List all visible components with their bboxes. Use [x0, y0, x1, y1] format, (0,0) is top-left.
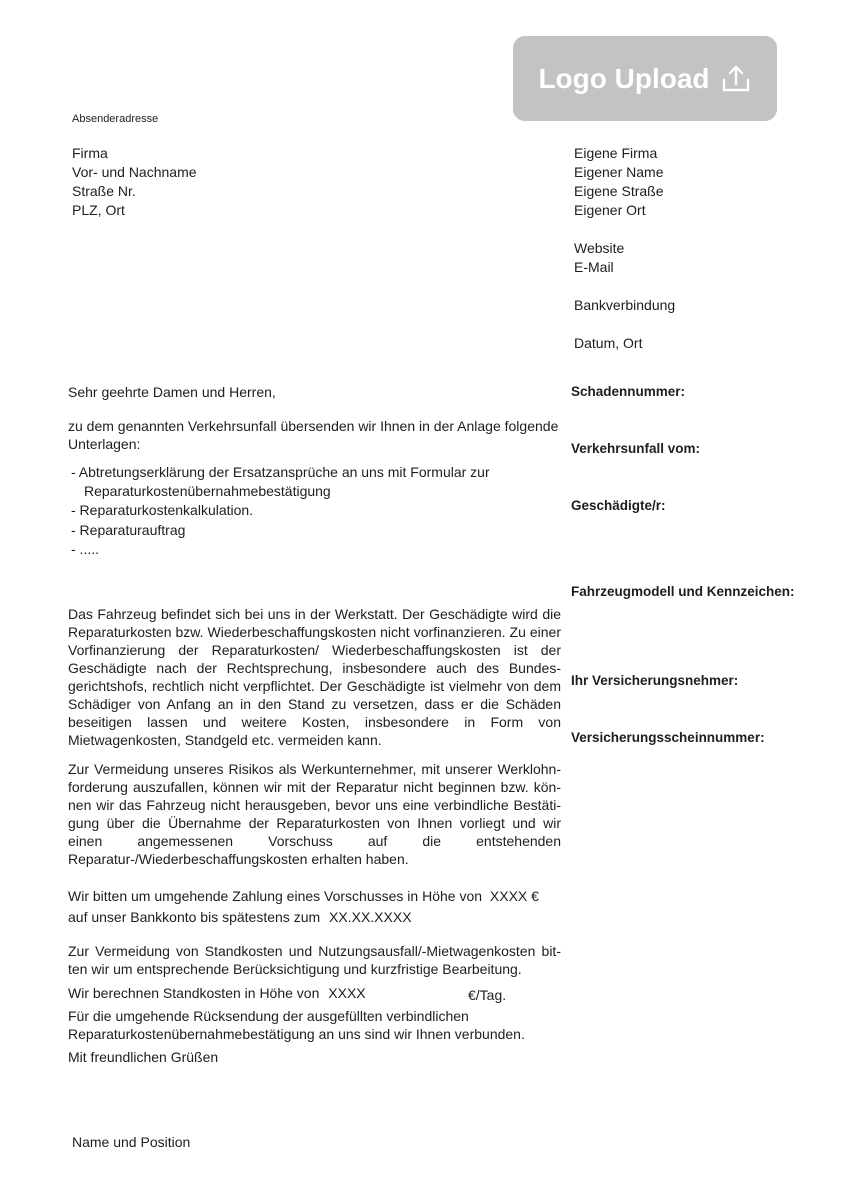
storage-cost-line: [68, 984, 366, 1002]
field-policyholder: Ihr Versicherungsnehmer:: [571, 673, 739, 688]
signature: Name und Position: [72, 1134, 191, 1150]
own-contact: [574, 239, 624, 277]
own-company: Eigene Firma: [574, 145, 658, 161]
storage-cost-amount: XXXX: [328, 985, 366, 1001]
field-claim-number: Schadennummer:: [571, 384, 686, 399]
sender-street: Straße Nr.: [72, 183, 136, 199]
field-accident-date: Verkehrsunfall vom:: [571, 441, 701, 456]
own-city: Eigener Ort: [574, 202, 646, 218]
deadline-text: auf unser Bankkonto bis spätestens zum: [68, 909, 321, 925]
deadline-date: XX.XX.XXXX: [329, 909, 412, 925]
own-website: Website: [574, 240, 625, 256]
sender-address-label: Absenderadresse: [72, 113, 159, 125]
list-item: - Reparaturauftrag: [71, 521, 186, 538]
own-date-place: Datum, Ort: [574, 335, 643, 351]
salutation: Sehr geehrte Damen und Herren,: [68, 384, 276, 400]
storage-cost-text: Wir berechnen Standkosten in Höhe von: [68, 985, 320, 1001]
field-vehicle-model-plate: Fahrzeugmodell und Kennzeichen:: [571, 584, 795, 599]
upload-icon: [720, 63, 752, 95]
list-item: - Reparaturkostenkalkulation.: [71, 502, 254, 519]
own-email: E-Mail: [574, 259, 614, 275]
field-injured-party: Geschädigte/r:: [571, 498, 666, 513]
advance-amount: XXXX €: [489, 888, 539, 904]
enclosure-list: [71, 463, 490, 559]
sender-city: PLZ, Ort: [72, 202, 125, 218]
advance-payment-text: Wir bitten um umgehende Zahlung eines Vorschusses in Höhe von: [68, 888, 483, 904]
own-address: [574, 144, 664, 220]
list-item: - Abtretungserklärung der Ersatzansprüche an uns mit Formular zur: [71, 464, 490, 480]
paragraph-standing-costs: Zur Vermeidung von Standkosten und Nutzungsausfall/-Mietwagenkosten bitten wir um entsprechende Berücksichtigung und kurzfristige Bearbeitung.: [68, 943, 561, 977]
own-street: Eigene Straße: [574, 183, 664, 199]
field-policy-number: Versicherungsscheinnummer:: [571, 730, 765, 745]
closing: Mit freundlichen Grüßen: [68, 1049, 219, 1065]
paragraph-risk: Zur Vermeidung unseres Risikos als Werkunternehmer, mit unserer Werklohnforderung auszufallen, können wir mit der Reparatur nicht beginnen bzw. können wir das Fahrzeug nicht herausgeben, bevor uns eine verbindliche Bestätigung über die Übernahme der Reparaturkosten von Ihnen vorliegt und wir einen angemessenen Vorschuss auf die entstehenden Reparatur-/Wiederbeschaffungskosten erhalten haben.: [68, 761, 561, 867]
logo-upload-label: Logo Upload: [538, 62, 710, 94]
paragraph-vehicle-in-workshop: Das Fahrzeug befindet sich bei uns in der Werkstatt. Der Geschädigte wird die Reparaturkosten bzw. Wiederbeschaffungskosten nicht vorfinanzieren. Zu einer Vorfinanzierung der Reparaturkosten/ Wiederbeschaffungskosten ist der Geschädigte nach der Rechtsprechung, insbesondere auch des Bundesgerichtshofs, rechtlich nicht verpflichtet. Der Geschädigte ist vielmehr von dem Schädiger von Anfang an in den Stand zu versetzen, dass er die Schäden beseitigen lassen und weitere Kosten, insbesondere in Form von Mietwagenkosten, Standgeld etc. vermeiden kann.: [68, 606, 561, 748]
list-item: - .....: [71, 540, 99, 557]
deadline-line: [68, 908, 412, 926]
sender-company: Firma: [72, 145, 108, 161]
own-name: Eigener Name: [574, 164, 664, 180]
list-item: Reparaturkostenübernahmebestätigung: [84, 483, 331, 500]
sender-name: Vor- und Nachname: [72, 164, 197, 180]
storage-cost-unit: €/Tag.: [468, 987, 507, 1003]
own-bank: Bankverbindung: [574, 297, 676, 313]
advance-payment-line: [68, 887, 539, 905]
logo-upload-button[interactable]: [513, 36, 777, 121]
sender-address: [72, 144, 197, 220]
paragraph-return-line-1: Für die umgehende Rücksendung der ausgefüllten verbindlichen: [68, 1008, 469, 1024]
paragraph-return-line-2: Reparaturkostenübernahmebestätigung an uns sind wir Ihnen verbunden.: [68, 1026, 525, 1042]
intro-paragraph: zu dem genannten Verkehrsunfall übersenden wir Ihnen in der Anlage folgende Unterlagen:: [68, 418, 559, 452]
